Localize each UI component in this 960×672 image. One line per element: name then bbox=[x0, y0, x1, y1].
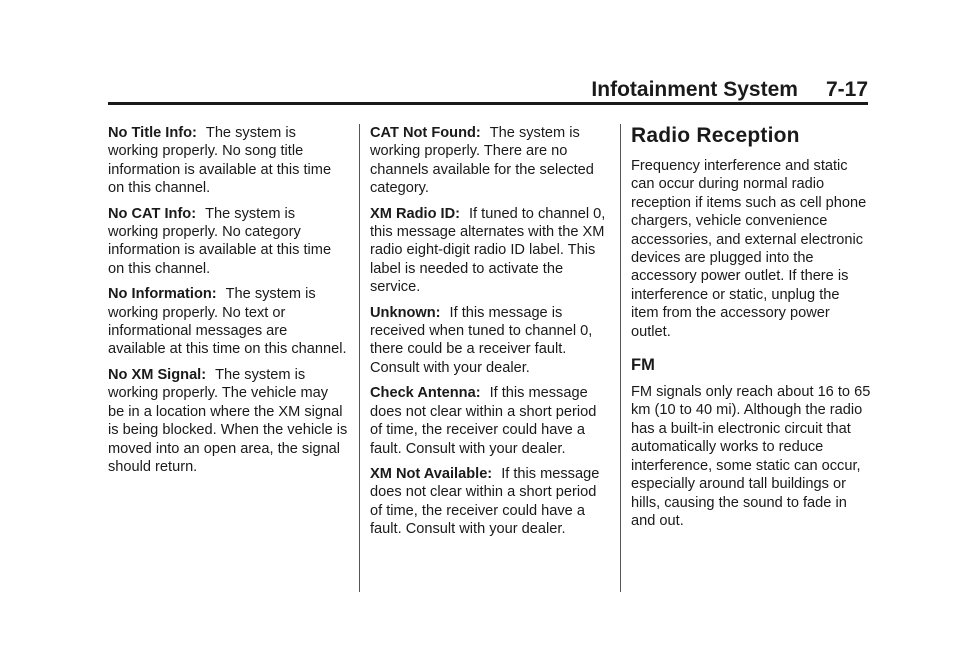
entry-text: If this message does not clear within a short period of time, the receiver could have a fault. Consult with your dealer. bbox=[370, 465, 600, 538]
entry-text: If this message does not clear within a short period of time, the receiver could have a fault. Consult with your dealer. bbox=[370, 385, 597, 457]
entry-term: XM Not Available: bbox=[370, 465, 493, 482]
entry-no-xm-signal bbox=[108, 366, 348, 476]
subsection-heading: FM bbox=[631, 356, 655, 375]
page-number: 7-17 bbox=[825, 78, 868, 101]
section-name: Infotainment System bbox=[591, 78, 798, 101]
entry-term: No CAT Info: bbox=[108, 205, 197, 222]
entry-term: CAT Not Found: bbox=[370, 125, 481, 141]
entry-text: The system is working properly. No song title information is available at this time on this channel. bbox=[108, 125, 332, 197]
section-heading: Radio Reception bbox=[631, 124, 800, 147]
entry-term: XM Radio ID: bbox=[370, 205, 460, 222]
entry-no-information bbox=[108, 285, 348, 359]
header-rule bbox=[108, 102, 868, 105]
subsection-paragraph: FM signals only reach about 16 to 65 km (10 to 40 mi). Although the radio has a built-in electronic circuit that automatically works to reduce interference, some static can occur, especially around tall buildings or hills, causing the sound to fade in and out. bbox=[631, 384, 871, 529]
column-1 bbox=[108, 124, 348, 483]
entry-text: The system is working properly. No category information is available at this time on this channel. bbox=[108, 205, 332, 277]
entry-term: No Information: bbox=[108, 286, 217, 303]
entry-text: The system is working properly. There are no channels available for the selected category. bbox=[370, 125, 594, 197]
entry-text: If this message is received when tuned to channel 0, there could be a receiver fault. Consult with your dealer. bbox=[370, 304, 593, 376]
entry-xm-radio-id bbox=[370, 205, 610, 297]
entry-check-antenna bbox=[370, 384, 610, 458]
entry-no-cat-info bbox=[108, 205, 348, 279]
column-divider bbox=[359, 124, 360, 592]
entry-no-title-info bbox=[108, 124, 348, 198]
column-3 bbox=[631, 124, 871, 530]
entry-xm-not-available bbox=[370, 465, 610, 539]
entry-term: No XM Signal: bbox=[108, 366, 207, 383]
column-divider bbox=[620, 124, 621, 592]
section-paragraph: Frequency interference and static can occur during normal radio reception if items such as cell phone chargers, vehicle convenience accessories, and external electronic devices are plugged into the accessory power outlet. If there is interference or static, unplug the item from the accessory power outlet. bbox=[631, 158, 867, 340]
entry-cat-not-found bbox=[370, 124, 610, 198]
entry-text: The system is working properly. No text or informational messages are available at this time on this channel. bbox=[108, 286, 347, 358]
entry-term: Check Antenna: bbox=[370, 385, 481, 402]
entry-term: No Title Info: bbox=[108, 125, 197, 141]
page-header bbox=[591, 78, 868, 102]
entry-text: If tuned to channel 0, this message alternates with the XM radio eight-digit radio ID label. This label is needed to activate the service. bbox=[370, 205, 606, 296]
entry-term: Unknown: bbox=[370, 304, 441, 321]
entry-unknown bbox=[370, 304, 610, 378]
entry-text: The system is working properly. The vehicle may be in a location where the XM signal is being blocked. When the vehicle is moved into an open area, the signal should return. bbox=[108, 366, 348, 475]
column-2 bbox=[370, 124, 610, 546]
